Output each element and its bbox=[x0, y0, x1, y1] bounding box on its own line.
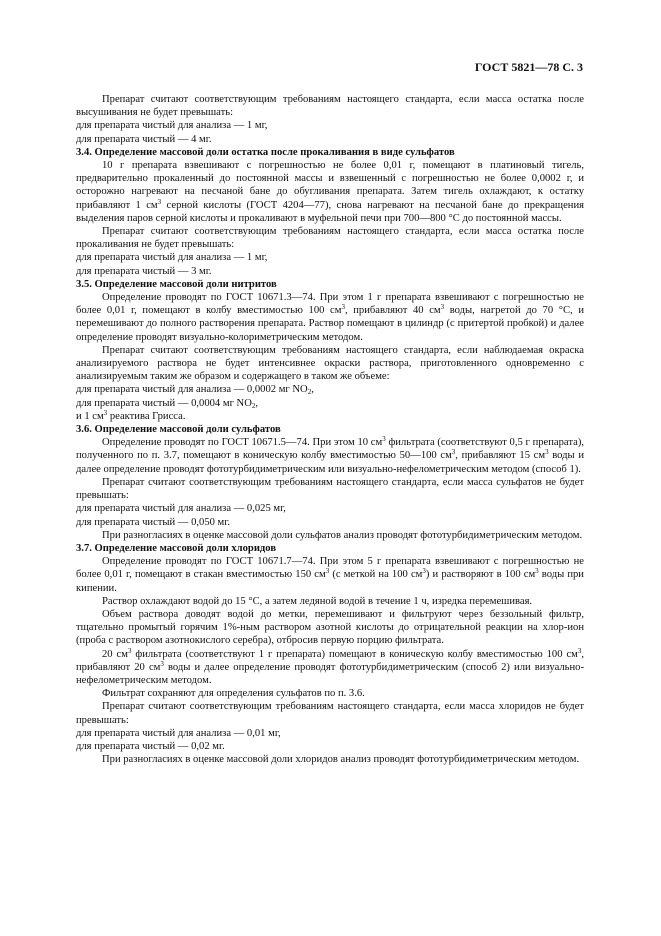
paragraph-dry-residue: Препарат считают соответствующим требованиям настоящего стандарта, если масса остатка после высушивания не будет превышать: bbox=[76, 94, 584, 119]
superscript: 3 bbox=[341, 303, 345, 312]
text-run: , прибавляют 15 см bbox=[455, 450, 546, 462]
text-run: Определение проводят по ГОСТ 10671.3—74. При этом 1 г препарата взвешивают с погрешностью не более 0,01 г, помещают в колбу вместимостью 100 см bbox=[76, 292, 584, 317]
list-item bbox=[76, 502, 584, 515]
paragraph bbox=[76, 555, 584, 595]
superscript: 3 bbox=[422, 567, 426, 576]
section-heading-3-6 bbox=[76, 423, 584, 436]
list-item bbox=[76, 516, 584, 529]
list-item bbox=[76, 265, 584, 278]
list-item-text: для препарата чистый — 0,02 мг. bbox=[76, 740, 225, 752]
list-item-text: для препарата чистый для анализа — 1 мг, bbox=[76, 120, 268, 132]
section-heading-3-5 bbox=[76, 278, 584, 291]
paragraph: Препарат считают соответствующим требованиям настоящего стандарта, если наблюдаемая окраска анализируемого раствора не будет интенсивнее окраски раствора, приготовленного одновременно с анализируемым таким же образом и содержащего в таком же объеме: bbox=[76, 344, 584, 383]
text-run: для препарата чистый для анализа — 0,0002 мг NO bbox=[76, 384, 308, 396]
text-run: воды, нагретой до 70 °С, и перемешивают до полного растворения препарата. Раствор помещают в цилиндр (с притертой пробкой) и далее определение проводят визуально-колориметрическим методом. bbox=[76, 305, 584, 343]
text-run: Определение проводят по ГОСТ 10671.5—74. При этом 10 см bbox=[102, 437, 383, 449]
paragraph: Препарат считают соответствующим требованиям настоящего стандарта, если масса сульфатов не будет превышать: bbox=[76, 476, 584, 502]
superscript: 3 bbox=[160, 659, 164, 668]
text-run: и 1 см bbox=[76, 410, 104, 422]
superscript: 3 bbox=[440, 303, 445, 312]
superscript: 3 bbox=[577, 646, 582, 655]
text-run: для препарата чистый — 0,0004 мг NO bbox=[76, 397, 252, 409]
list-item bbox=[76, 251, 584, 264]
text-run: ) и растворяют в 100 см bbox=[425, 569, 536, 581]
section-heading-3-7 bbox=[76, 542, 584, 555]
punctuation: , bbox=[311, 384, 314, 396]
list-item-text: для препарата чистый для анализа — 0,01 мг, bbox=[76, 727, 281, 739]
section-title: 3.4. Определение массовой доли остатка после прокаливания в виде сульфатов bbox=[76, 146, 455, 158]
text-run: фильтрата (соответствуют 1 г препарата) помещают в коническую колбу вместимостью 100 см bbox=[131, 648, 578, 660]
paragraph bbox=[76, 159, 584, 225]
paragraph: При разногласиях в оценке массовой доли хлоридов анализ проводят фототурбидиметрическим методом. bbox=[102, 754, 580, 766]
paragraph bbox=[76, 291, 584, 344]
text-run: воды и далее определение проводят фототурбидиметрическим или визуально-нефелометрическим методом (способ 1). bbox=[76, 450, 584, 475]
superscript: 3 bbox=[325, 567, 330, 576]
list-item-text: для препарата чистый — 0,050 мг. bbox=[76, 516, 231, 528]
text-run: , прибавляют 40 см bbox=[344, 305, 441, 317]
section-title: 3.5. Определение массовой доли нитритов bbox=[76, 278, 277, 290]
superscript: 3 bbox=[103, 408, 108, 417]
paragraph: Раствор охлаждают водой до 15 °С, а затем ледяной водой в течение 1 ч, изредка перемешивая. bbox=[102, 595, 533, 607]
text-run: фильтрата (соответствуют 0,5 г препарата), полученного по п. 3.7, помещают в коническую колбу вместимостью 50—100 см bbox=[76, 437, 584, 462]
superscript: 3 bbox=[382, 435, 386, 444]
text-run: (с меткой на 100 см bbox=[329, 569, 423, 581]
list-item-text: для препарата чистый для анализа — 1 мг, bbox=[76, 252, 268, 264]
list-item bbox=[76, 383, 584, 396]
paragraph: Препарат считают соответствующим требованиям настоящего стандарта, если масса остатка после прокаливания не будет превышать: bbox=[76, 226, 584, 251]
paragraph bbox=[76, 648, 584, 688]
subscript: 2 bbox=[251, 401, 256, 410]
text-run: реактива Грисса. bbox=[107, 410, 186, 422]
superscript: 3 bbox=[127, 646, 132, 655]
text-run: Определение проводят по ГОСТ 10671.7—74. При этом 5 г препарата взвешивают с погрешностью не более 0,01 г, помещают в стакан вместимостью 150 см bbox=[76, 556, 584, 581]
paragraph: Фильтрат сохраняют для определения сульфатов по п. 3.6. bbox=[102, 688, 365, 700]
document-body bbox=[76, 93, 584, 766]
superscript: 3 bbox=[157, 197, 162, 206]
paragraph: Объем раствора доводят водой до метки, перемешивают и фильтруют через беззольный фильтр, тщательно промытый горячим 1%-ным раствором азотной кислоты до отрицательной реакции на хлор-ион (проба с раствором азотнокислого серебра), отбросив первую порцию фильтрата. bbox=[76, 608, 584, 647]
paragraph: Препарат считают соответствующим требованиям настоящего стандарта, если масса хлоридов не будет превышать: bbox=[76, 701, 584, 726]
superscript: 3 bbox=[451, 448, 456, 457]
list-item bbox=[76, 740, 584, 753]
list-item bbox=[76, 410, 584, 423]
text-run: воды и далее определение проводят фототурбидиметрическим (способ 2) или визуально-нефелометрическим методом. bbox=[76, 661, 584, 686]
list-item bbox=[76, 119, 584, 132]
superscript: 3 bbox=[545, 448, 549, 457]
text-run: , прибавляют 20 см bbox=[76, 648, 585, 673]
list-item-text: для препарата чистый — 3 мг. bbox=[76, 265, 212, 277]
list-item-text: для препарата чистый для анализа — 0,025 мг, bbox=[76, 503, 286, 515]
text-run: 10 г препарата взвешивают с погрешностью не более 0,01 г, помещают в платиновый тигель, предварительно прокаленный до постоянной массы и взвешенный с погрешностью не более 0,0002 г, и осторожно нагревают на песчаной бане до обугливания препарата. Затем тигель охлаждают, к остатку прибавляют 1 см bbox=[76, 160, 584, 211]
punctuation: , bbox=[255, 397, 259, 409]
list-item bbox=[76, 727, 584, 740]
section-title: 3.6. Определение массовой доли сульфатов bbox=[76, 424, 281, 436]
superscript: 3 bbox=[535, 567, 539, 576]
section-title: 3.7. Определение массовой доли хлоридов bbox=[76, 542, 277, 554]
paragraph bbox=[76, 436, 584, 476]
page-header: ГОСТ 5821—78 С. 3 bbox=[474, 60, 583, 74]
list-item-text: для препарата чистый — 4 мг. bbox=[76, 133, 212, 145]
subscript: 2 bbox=[307, 388, 312, 397]
list-item bbox=[76, 397, 584, 410]
text-run: серной кислоты (ГОСТ 4204—77), снова нагревают на песчаной бане до прекращения выделения паров серной кислоты и прокаливают в муфельной печи при 700—800 °С до постоянной массы. bbox=[76, 199, 584, 224]
text-run: воды при кипении. bbox=[76, 569, 584, 594]
text-run: 20 см bbox=[102, 648, 128, 660]
paragraph: При разногласиях в оценке массовой доли сульфатов анализ проводят фототурбидиметрическим методом. bbox=[102, 529, 583, 541]
section-heading-3-4 bbox=[76, 146, 584, 159]
list-item bbox=[76, 133, 584, 146]
